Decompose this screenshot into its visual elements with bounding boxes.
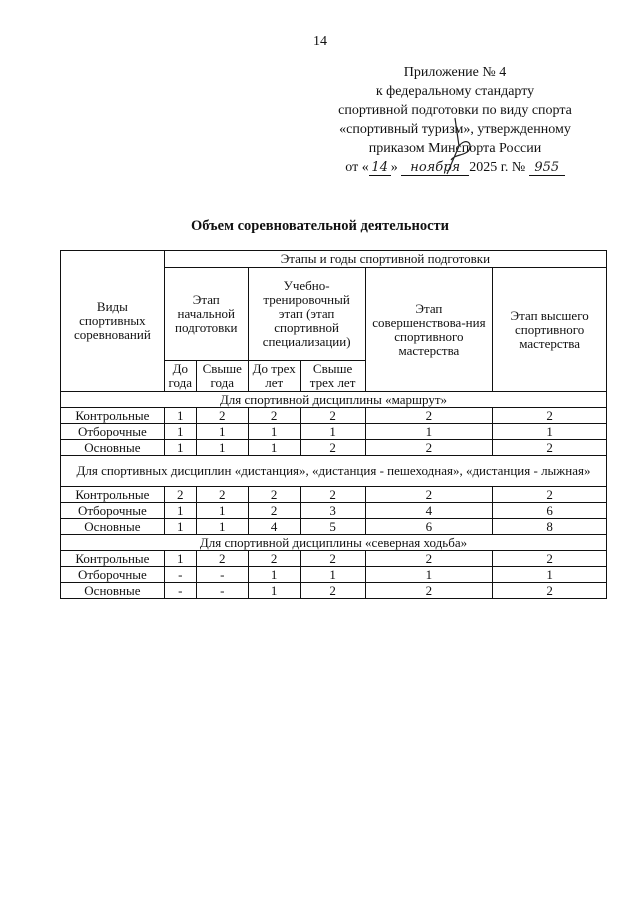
table-cell: 2 (365, 487, 493, 503)
table-row (61, 440, 607, 456)
table-cell: 2 (365, 583, 493, 599)
date-month: ноября (401, 160, 469, 176)
row-name: Основные (61, 440, 165, 456)
page-number: 14 (313, 34, 327, 49)
table-cell: 2 (300, 583, 365, 599)
appendix-line: к федеральному стандарту (375, 84, 535, 99)
section-title: Для спортивных дисциплин «дистанция», «дистанция - пешеходная», «дистанция - лыжная» (61, 456, 607, 487)
table-cell: 2 (300, 408, 365, 424)
row-name: Отборочные (61, 503, 165, 519)
appendix-line: приказом Минспорта России (368, 141, 542, 156)
appendix-block (305, 63, 605, 177)
table-cell: 4 (365, 503, 493, 519)
stage-improvement-header: Этап совершенствова-ния спортивного мастерства (365, 268, 493, 392)
table-cell: 2 (493, 583, 607, 599)
table-cell: 2 (493, 440, 607, 456)
table-cell: 1 (300, 567, 365, 583)
row-name: Основные (61, 583, 165, 599)
table-cell: 8 (493, 519, 607, 535)
table-cell: 6 (365, 519, 493, 535)
order-number: 955 (529, 160, 565, 176)
stage-higher-header: Этап высшего спортивного мастерства (493, 268, 607, 392)
table-cell: 1 (164, 440, 196, 456)
competition-volume-table (60, 250, 607, 599)
table-cell: 2 (248, 551, 300, 567)
table-cell: 2 (196, 487, 248, 503)
table-cell: 2 (300, 487, 365, 503)
table-cell: 2 (365, 408, 493, 424)
table-cell: 2 (164, 487, 196, 503)
table-row (61, 519, 607, 535)
table-cell: 1 (164, 503, 196, 519)
table-row (61, 503, 607, 519)
section-title: Для спортивной дисциплины «маршрут» (61, 392, 607, 408)
date-prefix: от « (345, 160, 369, 175)
table-cell: 1 (164, 519, 196, 535)
table-row (61, 567, 607, 583)
table-cell: 2 (248, 408, 300, 424)
table-cell: 1 (164, 551, 196, 567)
signature-mark (425, 116, 485, 178)
table-row (61, 424, 607, 440)
sub-header-over-3: Свыше трех лет (300, 361, 365, 392)
table-cell: 1 (493, 424, 607, 440)
table-cell: 2 (365, 440, 493, 456)
table-cell: 1 (248, 567, 300, 583)
table-cell: 1 (365, 567, 493, 583)
table-cell: 1 (196, 503, 248, 519)
table-cell: 2 (365, 551, 493, 567)
table-cell: 1 (248, 424, 300, 440)
table-cell: - (196, 583, 248, 599)
table-row (61, 487, 607, 503)
table-row (61, 408, 607, 424)
table-cell: 1 (365, 424, 493, 440)
table-cell: 1 (196, 519, 248, 535)
table-cell: 1 (196, 440, 248, 456)
table-cell: 2 (248, 503, 300, 519)
date-mid: » (390, 160, 398, 175)
col-header-stages: Этапы и годы спортивной подготовки (164, 251, 606, 268)
stage-training-header: Учебно-тренировочный этап (этап спортивной специализации) (248, 268, 365, 361)
table-cell: - (196, 567, 248, 583)
appendix-line: спортивной подготовки по виду спорта (338, 103, 572, 118)
table-cell: 1 (493, 567, 607, 583)
table-row (61, 551, 607, 567)
row-name: Контрольные (61, 408, 165, 424)
row-name: Контрольные (61, 551, 165, 567)
section-title: Для спортивной дисциплины «северная ходьба» (61, 535, 607, 551)
table-cell: 2 (300, 551, 365, 567)
table-cell: 2 (493, 487, 607, 503)
table-cell: 6 (493, 503, 607, 519)
table-cell: 1 (248, 583, 300, 599)
table-cell: 1 (248, 440, 300, 456)
table-cell: 2 (493, 551, 607, 567)
appendix-title: Приложение № 4 (403, 65, 507, 80)
date-year: 2025 г. № (469, 160, 526, 175)
table-cell: 5 (300, 519, 365, 535)
stage-initial-header: Этап начальной подготовки (164, 268, 248, 361)
table-cell: 1 (196, 424, 248, 440)
table-cell: 1 (300, 424, 365, 440)
row-name: Отборочные (61, 424, 165, 440)
table-cell: 2 (493, 408, 607, 424)
table-cell: 4 (248, 519, 300, 535)
table-cell: 2 (196, 408, 248, 424)
table-cell: 2 (300, 440, 365, 456)
table-cell: - (164, 583, 196, 599)
table-cell: - (164, 567, 196, 583)
table-cell: 3 (300, 503, 365, 519)
row-name: Контрольные (61, 487, 165, 503)
table-row (61, 583, 607, 599)
table-cell: 1 (164, 424, 196, 440)
document-title: Объем соревновательной деятельности (191, 218, 449, 234)
date-day: 14 (369, 160, 391, 176)
table-cell: 2 (196, 551, 248, 567)
table-cell: 1 (164, 408, 196, 424)
col-header-types: Виды спортивных соревнований (61, 251, 165, 392)
order-date-line (305, 158, 605, 177)
row-name: Отборочные (61, 567, 165, 583)
appendix-line: «спортивный туризм», утвержденному (339, 122, 571, 137)
sub-header-up-to-3: До трех лет (248, 361, 300, 392)
row-name: Основные (61, 519, 165, 535)
sub-header-up-to-year: До года (164, 361, 196, 392)
table-cell: 2 (248, 487, 300, 503)
sub-header-over-year: Свыше года (196, 361, 248, 392)
